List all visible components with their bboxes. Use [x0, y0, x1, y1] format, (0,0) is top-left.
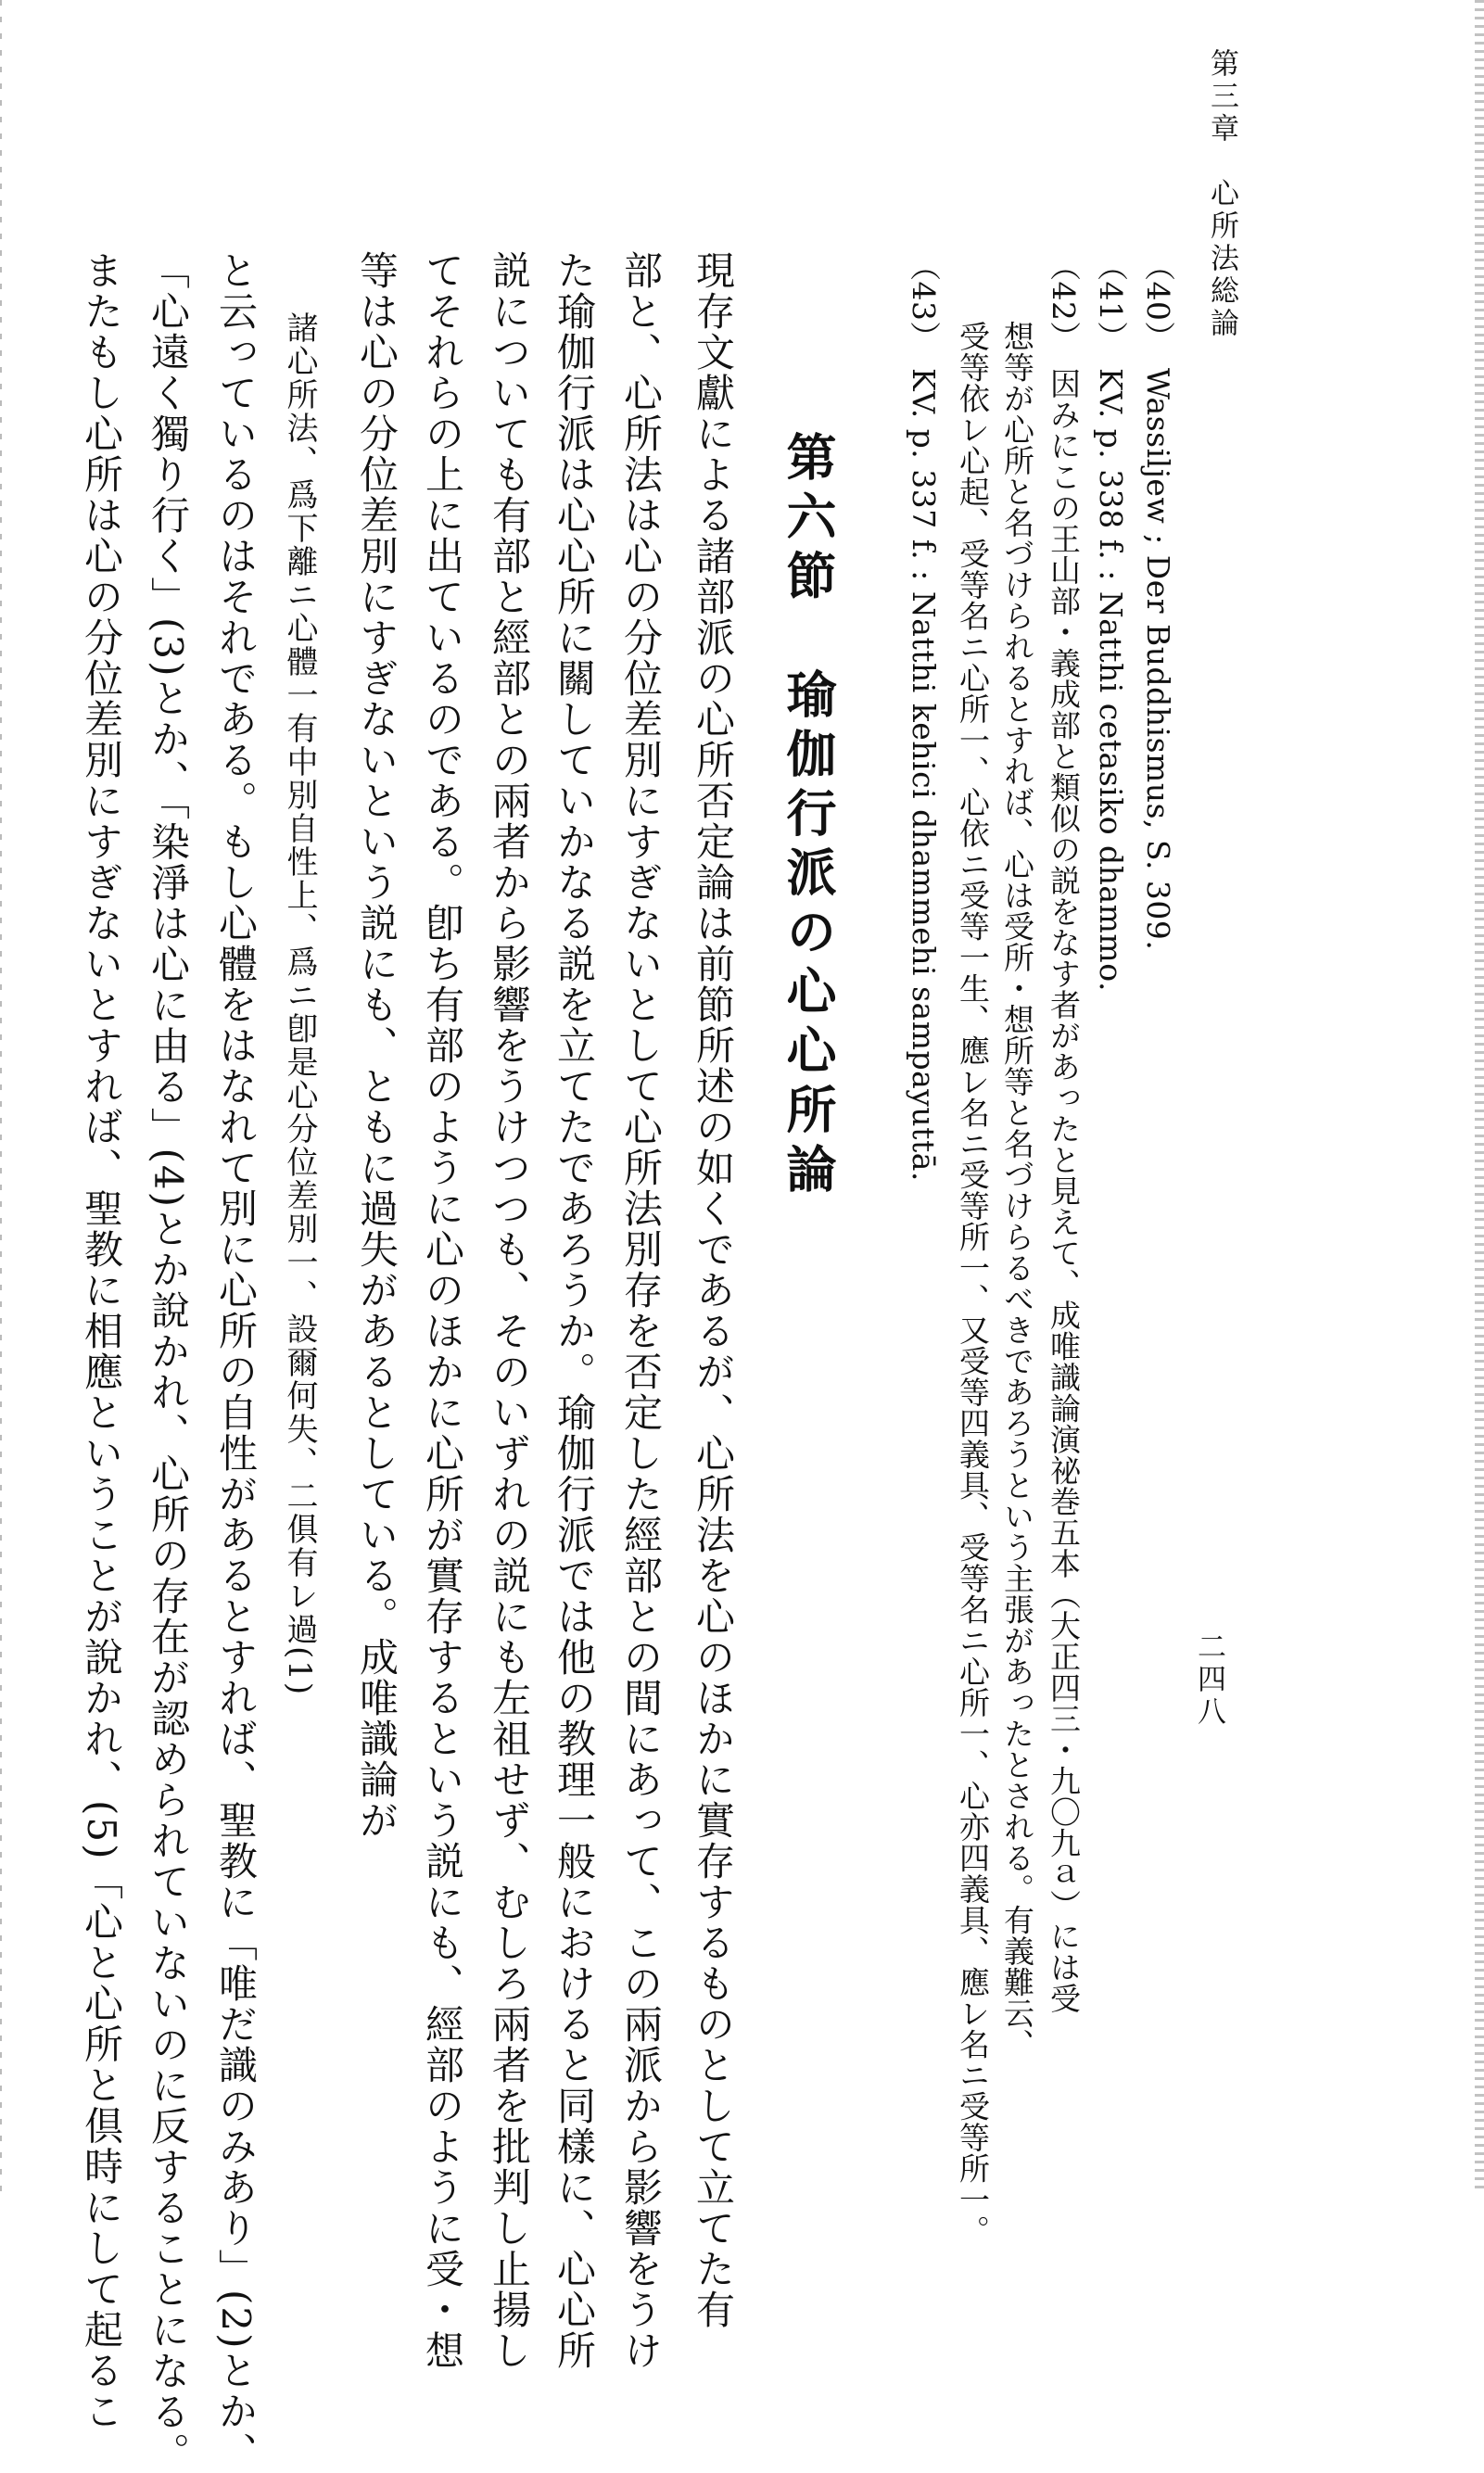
body2-line-1: と云っているのはそれである。もし心體をはなれて別に心所の自性があるとすれば、聖教に「唯だ識のみあり」(2)とか、 [213, 250, 259, 2473]
body-line-4: 説についても有部と經部との兩者から影響をうけつつも、そのいずれの説にも左祖せず、むしろ兩者を批判し止揚し [487, 250, 532, 2371]
footnote-41: （41） KV. p. 338 f. : Natthi cetasiko dhammo. [1093, 250, 1129, 992]
footnote-43: （43） KV. p. 337 f. : Natthi kehici dhammehi sampayuttā. [906, 250, 942, 1182]
footnote-40: （40） Wassiljew ; Der Buddhismus, S. 309. [1140, 250, 1176, 951]
body-line-3: た瑜伽行派は心心所に關していかなる説を立てたであろうか。瑜伽行派では他の教理一般におけると同樣に、心心所 [552, 250, 597, 2371]
footnote-42: （42） 因みにこの王山部・義成部と類似の説をなす者があったと見えて、成唯識論演祕巻五本（大正四三・九〇九ａ）には受 [1046, 250, 1082, 2014]
page-number: 二四八 [1192, 1631, 1225, 1729]
body-line-6: 等は心の分位差別にすぎないという説にも、ともに過失があるとしている。成唯識論が [354, 250, 400, 1841]
footnote-42-cont-1: 想等が心所と名づけられるとすれば、心は受所・想所等と名づけらるべきであろうという主張があったとされる。有義難云、 [999, 321, 1035, 2060]
body-line-5: てそれらの上に出ているのである。卽ち有部のように心のほかに心所が實存するという説にも、經部のように受・想 [420, 250, 465, 2371]
section-title: 第六節 瑜伽行派の心心所論 [779, 431, 838, 1202]
page-edge-right [1475, 0, 1484, 2191]
running-title: 第三章 心所法総論 [1205, 48, 1238, 340]
body2-line-2: 「心遠く獨り行く」(3)とか、「染淨は心に由る」(4)とか說かれ、心所の存在が認められていないのに反することになる。 [146, 250, 191, 2473]
body-line-1: 現存文獻による諸部派の心所否定論は前節所述の如くであるが、心所法を心のほかに實存するものとして立てた有 [691, 250, 736, 2330]
quotation: 諸心所法、爲下離ニ心體一有中別自性上、爲ニ卽是心分位差別一、設爾何失、二俱有レ過(1) [281, 311, 318, 1697]
body-line-2: 部と、心所法は心の分位差別にすぎないとして心所法別存を否定した經部との間にあって、この兩派から影響をうけ [618, 250, 664, 2371]
footnote-42-cont-2: 受等依レ心起、受等名ニ心所一、心依ニ受等一生、應レ名ニ受等所一、又受等四義具、受等名ニ心所一、心亦四義具、應レ名ニ受等所一。 [955, 321, 991, 2246]
page-edge-left [0, 0, 2, 2191]
body2-line-3: またもし心所は心の分位差別にすぎないとすれば、聖教に相應ということが說かれ、(5)「心と心所と倶時にして起るこ [79, 250, 124, 2432]
